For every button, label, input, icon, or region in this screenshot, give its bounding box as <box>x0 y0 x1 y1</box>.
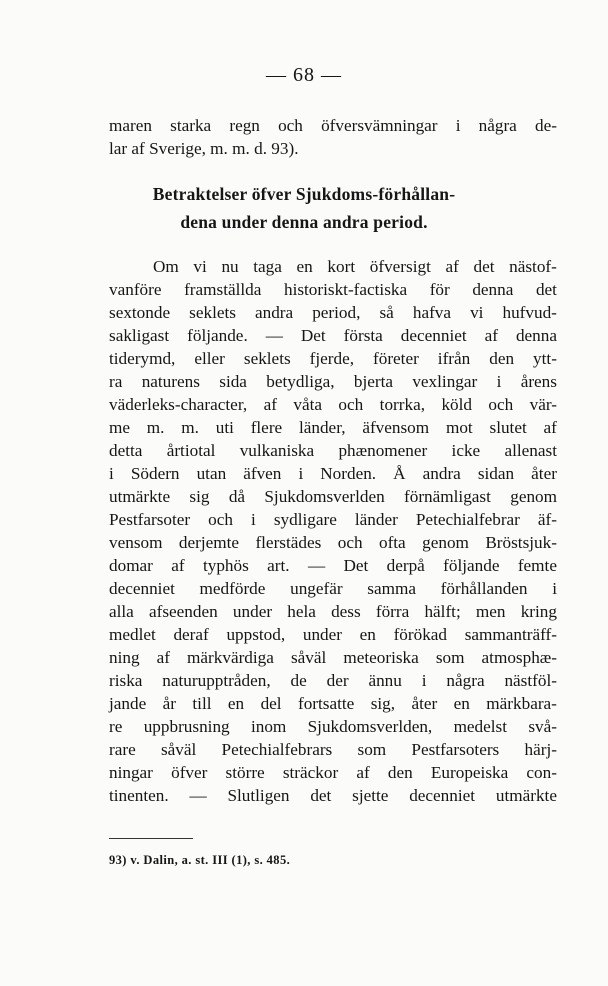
word: maren <box>109 116 152 135</box>
word: naturupptråden, <box>162 671 271 690</box>
word: sida <box>219 372 247 391</box>
word: ifrån <box>437 349 471 368</box>
text-line <box>109 508 557 531</box>
word: con- <box>526 763 557 782</box>
word: så <box>379 303 394 322</box>
word: der <box>326 671 349 690</box>
word: det <box>310 786 332 805</box>
word: sydligare <box>273 510 337 529</box>
word: decenniet <box>400 326 467 345</box>
word: sig, <box>370 694 396 713</box>
heading-line: dena under denna andra period. <box>180 212 428 232</box>
word: som <box>435 648 465 667</box>
word: phænomener <box>338 441 428 460</box>
word: åter <box>531 464 557 483</box>
word: — <box>189 786 207 805</box>
word: årtiotal <box>166 441 216 460</box>
word: detta <box>109 441 143 460</box>
word: förra <box>375 602 410 621</box>
word: af <box>171 556 185 575</box>
word: alla <box>109 602 134 621</box>
text-line <box>109 554 557 577</box>
word: ännu <box>368 671 402 690</box>
word: en <box>359 625 376 644</box>
word: i <box>455 116 461 135</box>
word: af <box>543 418 557 437</box>
word: märkvärdiga <box>187 648 274 667</box>
word: af <box>356 763 370 782</box>
word: tiderymd, <box>109 349 176 368</box>
word: äf- <box>537 510 557 529</box>
text-line <box>109 577 557 600</box>
word: härj- <box>524 740 557 759</box>
word: årens <box>520 372 557 391</box>
word: de- <box>534 116 557 135</box>
word: följande <box>443 556 500 575</box>
word: torrka, <box>379 395 426 414</box>
word: seklets <box>243 349 291 368</box>
word: sjette <box>352 786 389 805</box>
text-line <box>109 278 557 301</box>
word: derjemte <box>178 533 240 552</box>
word: följande. <box>187 326 248 345</box>
word: rare <box>109 740 136 759</box>
word: genom <box>422 533 469 552</box>
word: framställda <box>184 280 262 299</box>
text-line <box>109 738 557 761</box>
word: domar <box>109 556 153 575</box>
word: Sjukdomsverlden <box>264 487 385 506</box>
word: Sjukdomsverlden, <box>307 717 433 736</box>
word: och <box>488 395 514 414</box>
word: i <box>251 510 256 529</box>
text-line <box>109 715 557 738</box>
word: Å <box>393 464 406 483</box>
word: den <box>387 763 413 782</box>
word: jande <box>109 694 147 713</box>
text-line <box>109 531 557 554</box>
word: vär- <box>529 395 557 414</box>
word: köld <box>441 395 472 414</box>
word: och <box>278 116 303 135</box>
word: för <box>429 280 450 299</box>
word: denna <box>515 326 557 345</box>
word: starka <box>170 116 212 135</box>
word: Pestfarsoter <box>109 510 191 529</box>
word: vexlingar <box>412 372 478 391</box>
word: mot <box>445 418 473 437</box>
word: sammanträff- <box>464 625 557 644</box>
word: — <box>265 326 283 345</box>
word: utmärkte <box>109 487 171 506</box>
word: atmosphæ- <box>481 648 557 667</box>
word: några <box>478 116 517 135</box>
word: uppstod, <box>226 625 286 644</box>
word: Bröstsjuk- <box>485 533 557 552</box>
word: m. <box>146 418 165 437</box>
word: regn <box>229 116 260 135</box>
word: af <box>156 648 170 667</box>
word: m. <box>181 418 199 437</box>
word: då <box>228 487 246 506</box>
word: seklets <box>189 303 236 322</box>
word: öfversigt <box>369 257 431 276</box>
word: Norden. <box>320 464 377 483</box>
word: länder <box>354 510 398 529</box>
word: vensom <box>109 533 163 552</box>
word: märkbara- <box>486 694 557 713</box>
word: uti <box>215 418 234 437</box>
word: företer <box>373 349 419 368</box>
word: i <box>298 464 304 483</box>
word: vi <box>470 303 484 322</box>
word: i <box>421 671 427 690</box>
word: vanföre <box>109 280 162 299</box>
word: våta <box>293 395 322 414</box>
text-line <box>109 600 557 623</box>
word: af <box>484 326 498 345</box>
word: svå- <box>528 717 557 736</box>
word: utan <box>196 464 227 483</box>
word: sakligast <box>109 326 170 345</box>
word: hafva <box>412 303 452 322</box>
word: fjerde, <box>309 349 355 368</box>
word: af <box>445 257 459 276</box>
word: ningar <box>109 763 153 782</box>
word: fortsatte <box>297 694 355 713</box>
word: andra <box>422 464 461 483</box>
text-line <box>109 439 557 462</box>
word: andra <box>254 303 294 322</box>
text-line <box>109 301 557 324</box>
word: Petechialfebrars <box>221 740 333 759</box>
word: ytt- <box>533 349 557 368</box>
word: vi <box>193 257 207 276</box>
word: nu <box>221 257 239 276</box>
word: det <box>535 280 557 299</box>
word: vulkaniska <box>239 441 315 460</box>
word: år <box>162 694 176 713</box>
text-line <box>109 784 557 807</box>
word: ofta <box>378 533 406 552</box>
word: Pestfarsoters <box>411 740 500 759</box>
word: äfven <box>243 464 282 483</box>
text-line <box>109 646 557 669</box>
text-line: lar af Sverige, m. m. d. 93). <box>109 139 299 158</box>
heading-line: Betraktelser öfver Sjukdoms-förhållan- <box>152 184 456 204</box>
footnote-rule <box>109 838 193 839</box>
word: ning <box>109 648 140 667</box>
text-line <box>109 462 557 485</box>
word: i <box>496 372 502 391</box>
text-line <box>109 623 557 646</box>
word: deraf <box>173 625 209 644</box>
word: Slutligen <box>227 786 290 805</box>
word: några <box>446 671 485 690</box>
word: icke <box>451 441 481 460</box>
word: och <box>208 510 233 529</box>
word: nästof- <box>509 257 557 276</box>
text-line <box>109 114 557 137</box>
word: decenniet <box>409 786 476 805</box>
word: decenniet <box>109 579 175 598</box>
word: ra <box>109 372 123 391</box>
word: under <box>232 602 273 621</box>
word: Om <box>153 257 179 276</box>
word: en <box>453 694 470 713</box>
word: naturens <box>141 372 200 391</box>
word: period, <box>312 303 361 322</box>
word: genom <box>510 487 557 506</box>
word: hufvud- <box>502 303 557 322</box>
text-line <box>109 393 557 416</box>
text-line <box>109 324 557 347</box>
text-line <box>109 347 557 370</box>
word: kring <box>520 602 557 621</box>
word: kort <box>327 257 356 276</box>
word: såväl <box>160 740 197 759</box>
word: i <box>552 579 557 598</box>
word: en <box>227 694 245 713</box>
word: bjerta <box>353 372 393 391</box>
word: flerstädes <box>255 533 322 552</box>
word: större <box>225 763 265 782</box>
word: afseenden <box>149 602 218 621</box>
word: den <box>489 349 515 368</box>
word: samma <box>367 579 416 598</box>
word: förnämligast <box>404 487 491 506</box>
word: del <box>260 694 282 713</box>
word: derpå <box>386 556 425 575</box>
word: de <box>290 671 307 690</box>
word: allenast <box>504 441 557 460</box>
word: me <box>109 418 130 437</box>
word: sträckor <box>282 763 339 782</box>
word: Det <box>343 556 369 575</box>
word: sextonde <box>109 303 171 322</box>
word: Södern <box>130 464 180 483</box>
word: Det <box>300 326 326 345</box>
word: och <box>338 395 364 414</box>
word: art. <box>267 556 290 575</box>
word: som <box>357 740 387 759</box>
word: i <box>109 464 114 483</box>
word: under <box>302 625 342 644</box>
word: femte <box>517 556 557 575</box>
word: förhållanden <box>440 579 528 598</box>
intro-paragraph <box>109 114 557 160</box>
word: historiskt-factiska <box>283 280 408 299</box>
word: åter <box>411 694 438 713</box>
text-line <box>109 669 557 692</box>
page-number: — 68 — <box>266 64 342 86</box>
footnote: 93) v. Dalin, a. st. III (1), s. 485. <box>109 853 291 867</box>
word: men <box>475 602 506 621</box>
word: slutet <box>489 418 527 437</box>
word: hälft; <box>424 602 461 621</box>
word: utmärkte <box>495 786 557 805</box>
word: denna <box>472 280 514 299</box>
word: betydliga, <box>266 372 335 391</box>
word: tinenten. <box>109 786 169 805</box>
word: väderleks-character, <box>109 395 248 414</box>
word: förökad <box>393 625 448 644</box>
word: ungefär <box>290 579 343 598</box>
word: Europeiska <box>430 763 509 782</box>
text-line <box>109 370 557 393</box>
word: — <box>307 556 326 575</box>
word: eller <box>194 349 225 368</box>
word: såväl <box>290 648 327 667</box>
word: riska <box>109 671 143 690</box>
word: till <box>192 694 212 713</box>
body-paragraph <box>109 255 557 807</box>
word: sig <box>189 487 210 506</box>
word: länder, <box>298 418 346 437</box>
word: inom <box>250 717 287 736</box>
word: dess <box>331 602 361 621</box>
word: öfver <box>171 763 208 782</box>
word: det <box>473 257 495 276</box>
word: flere <box>250 418 283 437</box>
section-heading <box>0 180 608 236</box>
word: taga <box>253 257 282 276</box>
word: nästföl- <box>504 671 557 690</box>
word: re <box>109 717 123 736</box>
text-line <box>109 692 557 715</box>
word: sidan <box>477 464 515 483</box>
text-line <box>109 416 557 439</box>
word: Petechialfebrar <box>415 510 520 529</box>
word: uppbrusning <box>143 717 230 736</box>
word: en <box>296 257 313 276</box>
text-line <box>109 761 557 784</box>
word: öfversvämningar <box>321 116 438 135</box>
word: typhös <box>202 556 249 575</box>
word: första <box>343 326 383 345</box>
word: meteoriska <box>343 648 419 667</box>
text-line <box>109 255 557 278</box>
word: medelst <box>453 717 508 736</box>
word: äfvensom <box>362 418 430 437</box>
word: och <box>337 533 363 552</box>
word: hela <box>287 602 316 621</box>
word: medförde <box>199 579 266 598</box>
word: medlet <box>109 625 156 644</box>
text-line <box>109 485 557 508</box>
word: af <box>263 395 277 414</box>
